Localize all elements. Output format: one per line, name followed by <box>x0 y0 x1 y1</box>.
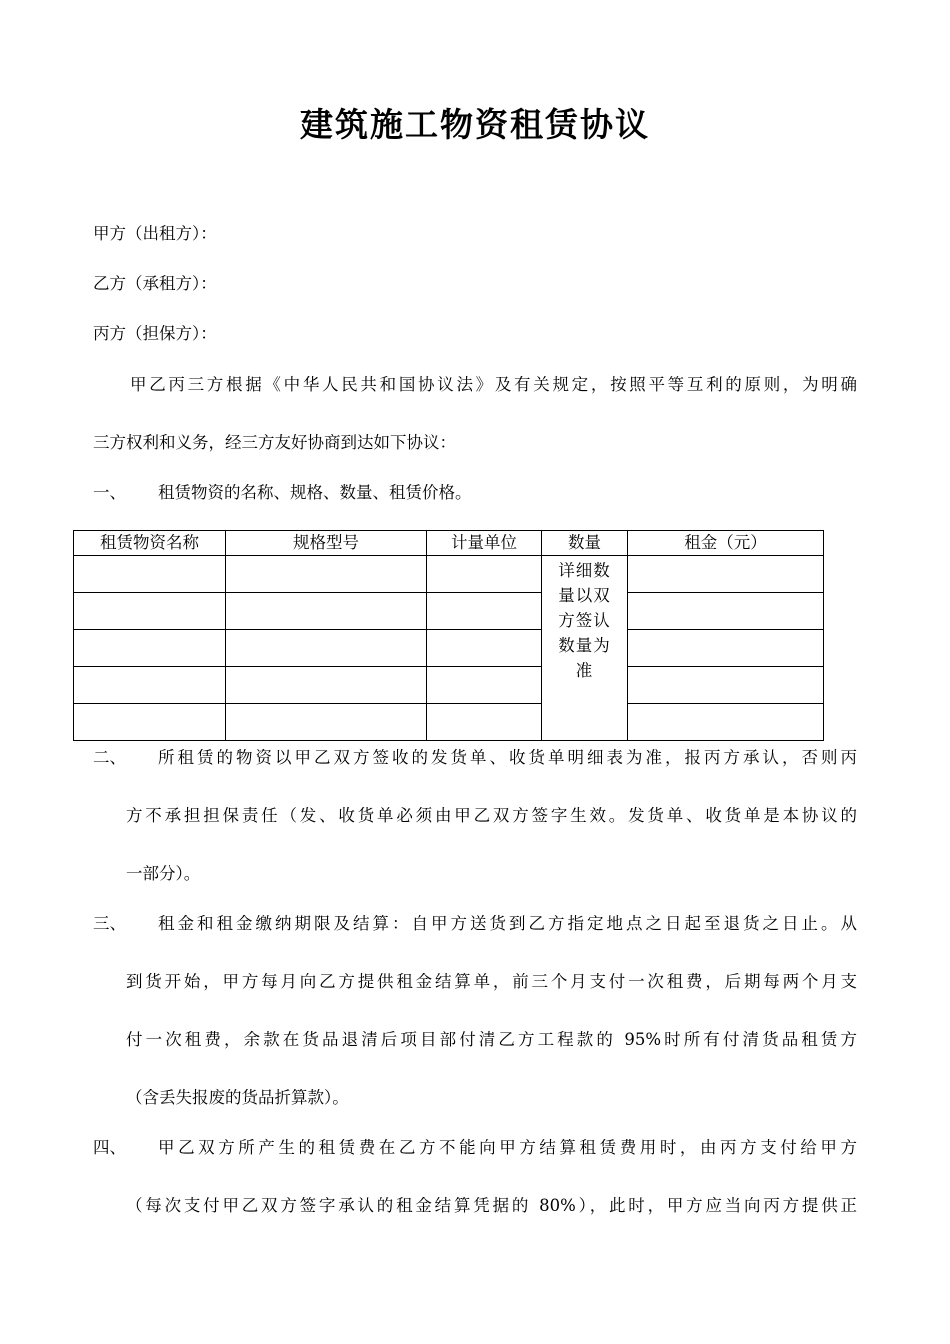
cell-spec-model <box>226 593 427 630</box>
table-row <box>74 667 824 704</box>
cell-item-name <box>74 667 226 704</box>
section-3-number: 三、 <box>93 914 126 933</box>
section-2-line-3: 一部分）。 <box>126 864 201 883</box>
cell-rent <box>628 556 824 593</box>
cell-unit <box>427 667 542 704</box>
section-4-line-2: （每次支付甲乙双方签字承认的租金结算凭据的 80%），此时，甲方应当向丙方提供正 <box>126 1196 857 1215</box>
cell-rent <box>628 630 824 667</box>
cell-unit <box>427 704 542 741</box>
header-item-name: 租赁物资名称 <box>74 531 226 556</box>
intro-line-2: 三方权利和义务，经三方友好协商到达如下协议： <box>93 433 456 452</box>
rental-items-table <box>73 530 824 741</box>
table-header-row <box>74 531 824 556</box>
section-3-line-2: 到货开始，甲方每月向乙方提供租金结算单，前三个月支付一次租费，后期每两个月支 <box>126 972 857 991</box>
cell-unit <box>427 556 542 593</box>
cell-item-name <box>74 593 226 630</box>
table-row <box>74 630 824 667</box>
document-title: 建筑施工物资租赁协议 <box>300 105 650 144</box>
cell-spec-model <box>226 630 427 667</box>
cell-rent <box>628 667 824 704</box>
cell-spec-model <box>226 704 427 741</box>
section-3-line-4: （含丢失报废的货品折算款）。 <box>126 1088 349 1107</box>
cell-unit <box>427 630 542 667</box>
section-3-line-1: 租金和租金缴纳期限及结算：自甲方送货到乙方指定地点之日起至退货之日止。从 <box>158 914 857 933</box>
section-1-heading: 租赁物资的名称、规格、数量、租赁价格。 <box>158 483 472 502</box>
table-row <box>74 593 824 630</box>
table-row <box>74 704 824 741</box>
section-4-number: 四、 <box>93 1138 126 1157</box>
cell-rent <box>628 704 824 741</box>
section-1-number: 一、 <box>93 483 126 502</box>
header-unit: 计量单位 <box>427 531 542 556</box>
intro-line-1: 甲乙丙三方根据《中华人民共和国协议法》及有关规定，按照平等互利的原则，为明确 <box>130 375 857 394</box>
party-c-label: 丙方（担保方）： <box>93 324 217 343</box>
party-b-label: 乙方（承租方）： <box>93 274 217 293</box>
header-quantity: 数量 <box>542 531 628 556</box>
cell-spec-model <box>226 556 427 593</box>
section-2-line-2: 方不承担担保责任（发、收货单必须由甲乙双方签字生效。发货单、收货单是本协议的 <box>126 806 857 825</box>
header-rent: 租金（元） <box>628 531 824 556</box>
cell-unit <box>427 593 542 630</box>
cell-item-name <box>74 704 226 741</box>
section-2-number: 二、 <box>93 748 126 767</box>
quantity-note: 详细数量以双方签认数量为准 <box>542 556 628 741</box>
cell-item-name <box>74 556 226 593</box>
section-4-line-1: 甲乙双方所产生的租赁费在乙方不能向甲方结算租赁费用时，由丙方支付给甲方 <box>158 1138 857 1157</box>
cell-rent <box>628 593 824 630</box>
party-a-label: 甲方（出租方）： <box>93 224 217 243</box>
cell-item-name <box>74 630 226 667</box>
section-2-line-1: 所租赁的物资以甲乙双方签收的发货单、收货单明细表为准，报丙方承认，否则丙 <box>158 748 857 767</box>
section-3-line-3: 付一次租费，余款在货品退清后项目部付清乙方工程款的 95%时所有付清货品租赁方 <box>126 1030 857 1049</box>
header-spec-model: 规格型号 <box>226 531 427 556</box>
cell-spec-model <box>226 667 427 704</box>
table-row <box>74 556 824 593</box>
